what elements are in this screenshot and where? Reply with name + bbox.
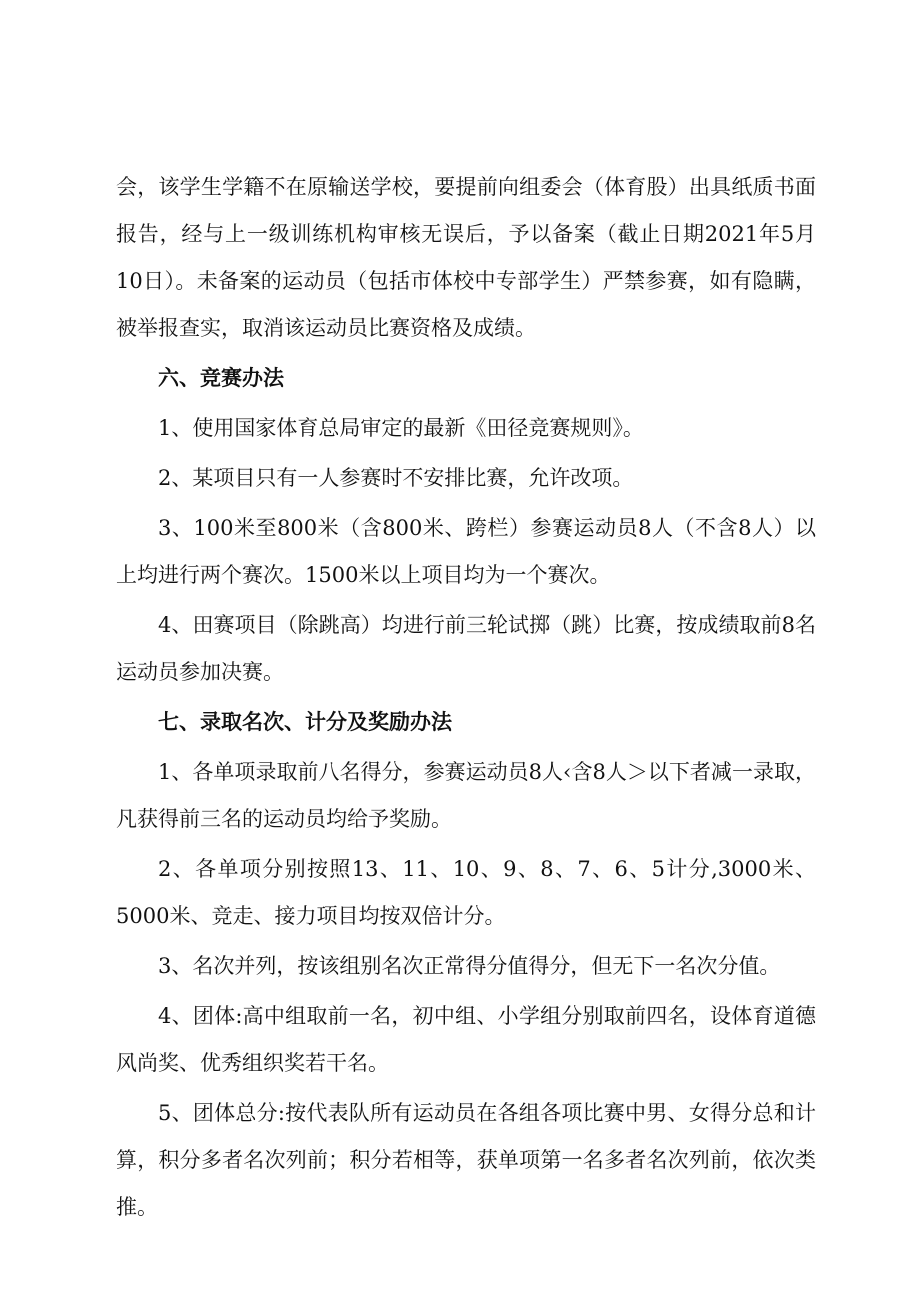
paragraph-7-2: 2、各单项分别按照13、11、10、9、8、7、6、5计分,3000米、5000米、竞走、接力项目均按双倍计分。	[116, 857, 816, 928]
paragraph-7-4: 4、团体:高中组取前一名，初中组、小学组分别取前四名，设体育道德风尚奖、优秀组织奖若干名。	[116, 1004, 816, 1075]
paragraph-6-3: 3、100米至800米（含800米、跨栏）参赛运动员8人（不含8人）以上均进行两个赛次。1500米以上项目均为一个赛次。	[116, 516, 816, 587]
paragraph-7-1: 1、各单项录取前八名得分，参赛运动员8人‹含8人＞以下者减一录取，凡获得前三名的运动员均给予奖励。	[116, 760, 816, 831]
paragraph-6-4: 4、田赛项目（除跳高）均进行前三轮试掷（跳）比赛，按成绩取前8名运动员参加决赛。	[116, 613, 816, 684]
section-heading-7: 七、录取名次、计分及奖励办法	[158, 710, 452, 734]
paragraph-6-2: 2、某项目只有一人参赛时不安排比赛，允许改项。	[158, 466, 634, 490]
document-body	[116, 164, 816, 1234]
paragraph-6-1: 1、使用国家体育总局审定的最新《田径竞赛规则》。	[158, 416, 644, 440]
paragraph-7-5: 5、团体总分:按代表队所有运动员在各组各项比赛中男、女得分总和计算，积分多者名次列前；积分若相等，获单项第一名多者名次列前，依次类推。	[116, 1101, 816, 1219]
section-heading-6: 六、竞赛办法	[158, 366, 284, 390]
paragraph-continuation: 会，该学生学籍不在原输送学校，要提前向组委会（体育股）出具纸质书面报告，经与上一级训练机构审核无误后，予以备案（截止日期2021年5月10日）。未备案的运动员（包括市体校中专部学生）严禁参赛，如有隐瞒，被举报查实，取消该运动员比赛资格及成绩。	[116, 175, 816, 340]
paragraph-7-3: 3、名次并列，按该组别名次正常得分值得分，但无下一名次分值。	[158, 954, 781, 978]
